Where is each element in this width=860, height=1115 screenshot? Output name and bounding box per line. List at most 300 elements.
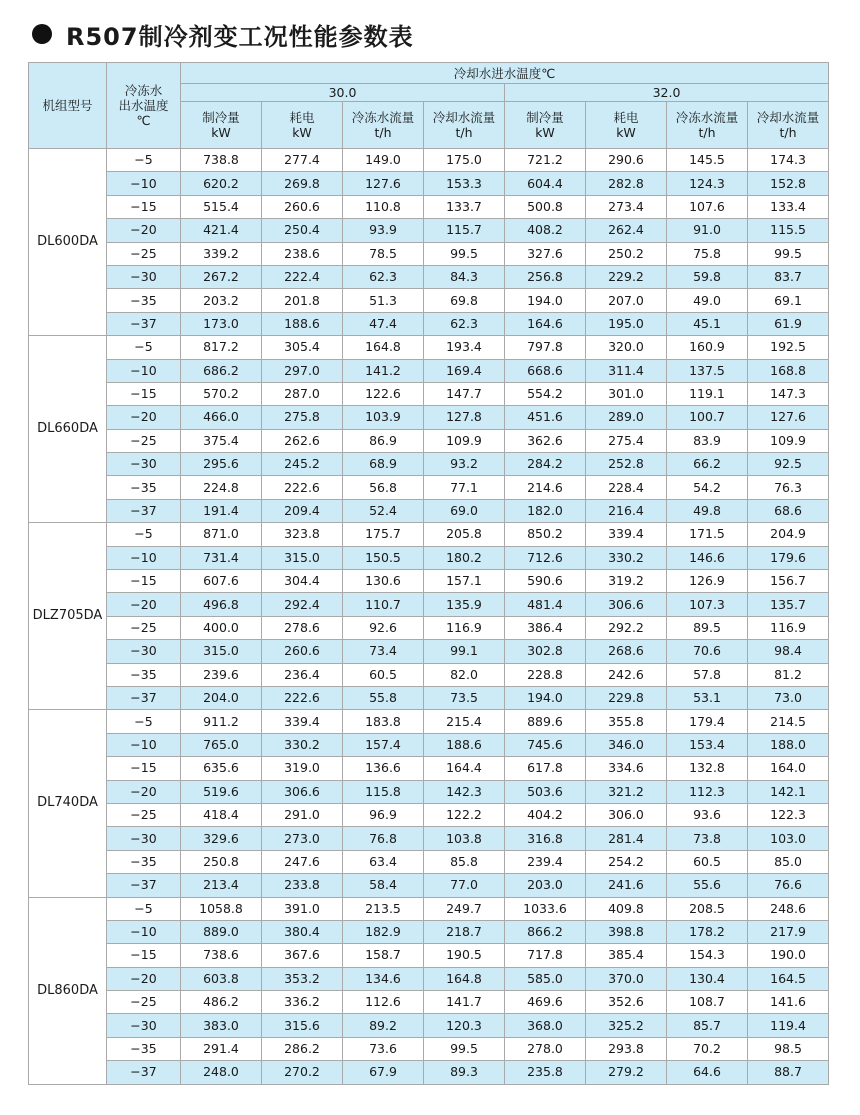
cooling-water-flow-cell: 81.2 (748, 663, 829, 686)
cooling-water-flow-cell: 164.5 (748, 967, 829, 990)
chilled-water-flow-cell: 134.6 (343, 967, 424, 990)
cooling-capacity-cell: 383.0 (181, 1014, 262, 1037)
chilled-water-flow-cell: 93.6 (667, 803, 748, 826)
table-row (29, 803, 829, 826)
cooling-capacity-cell: 590.6 (505, 570, 586, 593)
cooling-water-flow-cell: 69.0 (424, 499, 505, 522)
cooling-capacity-cell: 607.6 (181, 570, 262, 593)
chilled-water-flow-cell: 112.3 (667, 780, 748, 803)
evap-temp-cell: −25 (107, 991, 181, 1014)
evap-temp-cell: −15 (107, 570, 181, 593)
power-cell: 304.4 (262, 570, 343, 593)
power-cell: 367.6 (262, 944, 343, 967)
power-cell: 233.8 (262, 874, 343, 897)
power-cell: 297.0 (262, 359, 343, 382)
chilled-water-flow-cell: 182.9 (343, 920, 424, 943)
power-cell: 268.6 (586, 640, 667, 663)
chilled-water-flow-cell: 63.4 (343, 850, 424, 873)
evap-temp-cell: −5 (107, 523, 181, 546)
power-cell: 355.8 (586, 710, 667, 733)
cooling-water-flow-cell: 77.0 (424, 874, 505, 897)
cooling-water-flow-cell: 122.3 (748, 803, 829, 826)
power-cell: 216.4 (586, 499, 667, 522)
power-cell: 222.6 (262, 476, 343, 499)
cooling-capacity-cell: 635.6 (181, 757, 262, 780)
column-name: 制冷量 (526, 110, 564, 125)
cooling-capacity-cell: 295.6 (181, 453, 262, 476)
table-body (29, 149, 829, 1085)
cooling-water-flow-cell: 120.3 (424, 1014, 505, 1037)
cooling-water-flow-cell: 157.1 (424, 570, 505, 593)
cooling-capacity-cell: 503.6 (505, 780, 586, 803)
table-row (29, 1061, 829, 1084)
chilled-water-flow-cell: 164.8 (343, 336, 424, 359)
cooling-capacity-cell: 400.0 (181, 616, 262, 639)
evap-temp-header-line: 出水温度 (118, 98, 169, 113)
power-cell: 222.6 (262, 686, 343, 709)
cooling-water-flow-cell: 103.8 (424, 827, 505, 850)
cooling-water-flow-header (424, 102, 505, 149)
cooling-water-flow-cell: 133.4 (748, 195, 829, 218)
chilled-water-flow-cell: 171.5 (667, 523, 748, 546)
cooling-capacity-cell: 214.6 (505, 476, 586, 499)
model-cell: DL600DA (29, 149, 107, 336)
cooling-water-flow-cell: 109.9 (424, 429, 505, 452)
evap-temp-cell: −15 (107, 757, 181, 780)
cooling-water-flow-cell: 141.7 (424, 991, 505, 1014)
cooling-water-flow-cell: 85.8 (424, 850, 505, 873)
cooling-water-flow-cell: 142.3 (424, 780, 505, 803)
cooling-capacity-cell: 408.2 (505, 219, 586, 242)
cooling-water-flow-cell: 115.7 (424, 219, 505, 242)
cooling-capacity-cell: 686.2 (181, 359, 262, 382)
table-row (29, 172, 829, 195)
power-cell: 339.4 (262, 710, 343, 733)
model-header: 机组型号 (29, 63, 107, 149)
power-cell: 188.6 (262, 312, 343, 335)
cooling-water-flow-cell: 164.8 (424, 967, 505, 990)
chilled-water-flow-cell: 154.3 (667, 944, 748, 967)
chilled-water-flow-cell: 100.7 (667, 406, 748, 429)
chilled-water-flow-cell: 107.3 (667, 593, 748, 616)
table-row (29, 733, 829, 756)
cooling-capacity-cell: 712.6 (505, 546, 586, 569)
cooling-capacity-cell: 500.8 (505, 195, 586, 218)
evap-temp-header (107, 63, 181, 149)
column-unit: kW (211, 125, 231, 140)
cooling-capacity-cell: 817.2 (181, 336, 262, 359)
bullet-icon (32, 24, 52, 44)
power-cell: 334.6 (586, 757, 667, 780)
chilled-water-flow-cell: 127.6 (343, 172, 424, 195)
evap-temp-header-line: 冷冻水 (124, 83, 163, 98)
chilled-water-flow-cell: 183.8 (343, 710, 424, 733)
power-cell: 301.0 (586, 382, 667, 405)
power-cell: 247.6 (262, 850, 343, 873)
evap-temp-cell: −15 (107, 195, 181, 218)
cooling-capacity-cell: 738.8 (181, 149, 262, 172)
chilled-water-flow-header (667, 102, 748, 149)
chilled-water-flow-cell: 51.3 (343, 289, 424, 312)
evap-temp-cell: −20 (107, 780, 181, 803)
cooling-water-flow-cell: 153.3 (424, 172, 505, 195)
evap-temp-cell: −35 (107, 476, 181, 499)
power-cell: 339.4 (586, 523, 667, 546)
power-cell: 250.4 (262, 219, 343, 242)
cooling-water-flow-cell: 127.8 (424, 406, 505, 429)
cooling-capacity-cell: 866.2 (505, 920, 586, 943)
cooling-capacity-cell: 731.4 (181, 546, 262, 569)
chilled-water-flow-cell: 213.5 (343, 897, 424, 920)
chilled-water-flow-cell: 73.8 (667, 827, 748, 850)
chilled-water-flow-cell: 158.7 (343, 944, 424, 967)
evap-temp-cell: −20 (107, 406, 181, 429)
power-cell: 315.0 (262, 546, 343, 569)
evap-temp-cell: −5 (107, 336, 181, 359)
table-row (29, 523, 829, 546)
evap-temp-cell: −35 (107, 289, 181, 312)
cooling-capacity-cell: 250.8 (181, 850, 262, 873)
chilled-water-flow-cell: 55.8 (343, 686, 424, 709)
evap-temp-cell: −37 (107, 874, 181, 897)
cooling-water-flow-cell: 205.8 (424, 523, 505, 546)
cooling-water-flow-cell: 180.2 (424, 546, 505, 569)
cooling-water-flow-cell: 98.4 (748, 640, 829, 663)
column-name: 冷却水流量 (432, 110, 496, 125)
cooling-capacity-cell: 191.4 (181, 499, 262, 522)
table-row (29, 593, 829, 616)
table-row (29, 640, 829, 663)
chilled-water-flow-header (343, 102, 424, 149)
table-row (29, 476, 829, 499)
chilled-water-flow-cell: 208.5 (667, 897, 748, 920)
power-cell: 228.4 (586, 476, 667, 499)
chilled-water-flow-cell: 179.4 (667, 710, 748, 733)
table-row (29, 757, 829, 780)
cooling-capacity-cell: 738.6 (181, 944, 262, 967)
chilled-water-flow-cell: 45.1 (667, 312, 748, 335)
cooling-capacity-header (181, 102, 262, 149)
column-unit: t/h (779, 125, 797, 140)
cooling-capacity-cell: 889.6 (505, 710, 586, 733)
evap-temp-cell: −10 (107, 733, 181, 756)
model-cell: DL860DA (29, 897, 107, 1084)
power-cell: 207.0 (586, 289, 667, 312)
column-name: 制冷量 (202, 110, 240, 125)
table-row (29, 382, 829, 405)
chilled-water-flow-cell: 62.3 (343, 265, 424, 288)
cooling-capacity-cell: 203.2 (181, 289, 262, 312)
cooling-water-flow-cell: 76.3 (748, 476, 829, 499)
chilled-water-flow-cell: 57.8 (667, 663, 748, 686)
cooling-water-flow-cell: 147.7 (424, 382, 505, 405)
cooling-water-flow-cell: 174.3 (748, 149, 829, 172)
chilled-water-flow-cell: 124.3 (667, 172, 748, 195)
power-cell: 306.0 (586, 803, 667, 826)
cooling-water-flow-cell: 142.1 (748, 780, 829, 803)
evap-temp-cell: −30 (107, 640, 181, 663)
power-cell: 252.8 (586, 453, 667, 476)
table-row (29, 1014, 829, 1037)
chilled-water-flow-cell: 119.1 (667, 382, 748, 405)
evap-temp-cell: −20 (107, 967, 181, 990)
chilled-water-flow-cell: 130.6 (343, 570, 424, 593)
table-row (29, 967, 829, 990)
power-header (262, 102, 343, 149)
evap-temp-cell: −15 (107, 944, 181, 967)
column-name: 耗电 (289, 110, 315, 125)
cooling-water-flow-cell: 99.1 (424, 640, 505, 663)
power-cell: 305.4 (262, 336, 343, 359)
power-cell: 287.0 (262, 382, 343, 405)
power-cell: 260.6 (262, 195, 343, 218)
cooling-water-flow-cell: 89.3 (424, 1061, 505, 1084)
chilled-water-flow-cell: 110.8 (343, 195, 424, 218)
cooling-water-flow-cell: 99.5 (748, 242, 829, 265)
cooling-capacity-cell: 194.0 (505, 289, 586, 312)
evap-temp-cell: −37 (107, 499, 181, 522)
cooling-water-flow-cell: 93.2 (424, 453, 505, 476)
power-cell: 306.6 (262, 780, 343, 803)
power-cell: 315.6 (262, 1014, 343, 1037)
cooling-capacity-cell: 204.0 (181, 686, 262, 709)
cooling-capacity-cell: 213.4 (181, 874, 262, 897)
chilled-water-flow-cell: 76.8 (343, 827, 424, 850)
table-row (29, 686, 829, 709)
cooling-water-flow-cell: 179.6 (748, 546, 829, 569)
cooling-water-header: 冷却水进水温度℃ (181, 63, 829, 84)
table-row (29, 429, 829, 452)
cooling-water-flow-cell: 135.9 (424, 593, 505, 616)
cooling-water-flow-cell: 215.4 (424, 710, 505, 733)
title-row (32, 14, 414, 54)
evap-temp-cell: −30 (107, 453, 181, 476)
cooling-capacity-cell: 239.6 (181, 663, 262, 686)
chilled-water-flow-cell: 49.0 (667, 289, 748, 312)
cooling-water-flow-cell: 109.9 (748, 429, 829, 452)
cooling-capacity-cell: 451.6 (505, 406, 586, 429)
cooling-capacity-cell: 1058.8 (181, 897, 262, 920)
cooling-capacity-cell: 486.2 (181, 991, 262, 1014)
table-row (29, 359, 829, 382)
cooling-capacity-cell: 717.8 (505, 944, 586, 967)
cooling-water-flow-cell: 190.5 (424, 944, 505, 967)
cooling-capacity-cell: 418.4 (181, 803, 262, 826)
chilled-water-flow-cell: 141.2 (343, 359, 424, 382)
table-row (29, 850, 829, 873)
cooling-capacity-cell: 911.2 (181, 710, 262, 733)
cooling-capacity-cell: 194.0 (505, 686, 586, 709)
table-header (29, 63, 829, 149)
power-cell: 201.8 (262, 289, 343, 312)
table-row (29, 897, 829, 920)
cooling-water-flow-cell: 92.5 (748, 453, 829, 476)
cooling-water-flow-cell: 164.4 (424, 757, 505, 780)
chilled-water-flow-cell: 160.9 (667, 336, 748, 359)
evap-temp-cell: −5 (107, 710, 181, 733)
cooling-water-flow-cell: 152.8 (748, 172, 829, 195)
cooling-water-flow-cell: 88.7 (748, 1061, 829, 1084)
chilled-water-flow-cell: 85.7 (667, 1014, 748, 1037)
chilled-water-flow-cell: 83.9 (667, 429, 748, 452)
cooling-capacity-cell: 315.0 (181, 640, 262, 663)
power-cell: 278.6 (262, 616, 343, 639)
cooling-water-flow-cell: 127.6 (748, 406, 829, 429)
cooling-capacity-cell: 164.6 (505, 312, 586, 335)
cooling-water-flow-cell: 68.6 (748, 499, 829, 522)
cooling-capacity-cell: 239.4 (505, 850, 586, 873)
evap-temp-cell: −10 (107, 172, 181, 195)
chilled-water-flow-cell: 86.9 (343, 429, 424, 452)
cooling-capacity-cell: 871.0 (181, 523, 262, 546)
chilled-water-flow-cell: 70.2 (667, 1037, 748, 1060)
table-row (29, 780, 829, 803)
cooling-water-flow-cell: 77.1 (424, 476, 505, 499)
chilled-water-flow-cell: 93.9 (343, 219, 424, 242)
chilled-water-flow-cell: 53.1 (667, 686, 748, 709)
power-cell: 319.0 (262, 757, 343, 780)
chilled-water-flow-cell: 68.9 (343, 453, 424, 476)
chilled-water-flow-cell: 108.7 (667, 991, 748, 1014)
cooling-water-flow-cell: 164.0 (748, 757, 829, 780)
performance-table (28, 62, 829, 1085)
cooling-capacity-cell: 889.0 (181, 920, 262, 943)
power-cell: 229.8 (586, 686, 667, 709)
cooling-water-flow-cell: 83.7 (748, 265, 829, 288)
cooling-capacity-cell: 203.0 (505, 874, 586, 897)
cooling-water-flow-cell: 76.6 (748, 874, 829, 897)
chilled-water-flow-cell: 67.9 (343, 1061, 424, 1084)
chilled-water-flow-cell: 96.9 (343, 803, 424, 826)
power-cell: 289.0 (586, 406, 667, 429)
cooling-water-flow-header (748, 102, 829, 149)
evap-temp-cell: −35 (107, 1037, 181, 1060)
power-cell: 370.0 (586, 967, 667, 990)
evap-temp-header-line: ℃ (136, 113, 151, 128)
column-unit: kW (535, 125, 555, 140)
evap-temp-cell: −37 (107, 312, 181, 335)
cooling-water-flow-cell: 98.5 (748, 1037, 829, 1060)
chilled-water-flow-cell: 89.5 (667, 616, 748, 639)
table-row (29, 546, 829, 569)
table-row (29, 149, 829, 172)
column-unit: kW (292, 125, 312, 140)
cooling-capacity-cell: 173.0 (181, 312, 262, 335)
cooling-capacity-cell: 519.6 (181, 780, 262, 803)
power-cell: 282.8 (586, 172, 667, 195)
column-name: 冷却水流量 (756, 110, 820, 125)
chilled-water-flow-cell: 178.2 (667, 920, 748, 943)
power-cell: 236.4 (262, 663, 343, 686)
cooling-water-flow-cell: 193.4 (424, 336, 505, 359)
power-cell: 250.2 (586, 242, 667, 265)
cooling-capacity-cell: 182.0 (505, 499, 586, 522)
evap-temp-cell: −10 (107, 920, 181, 943)
cooling-water-flow-cell: 85.0 (748, 850, 829, 873)
cooling-water-flow-cell: 214.5 (748, 710, 829, 733)
table-row (29, 406, 829, 429)
power-cell: 409.8 (586, 897, 667, 920)
power-cell: 279.2 (586, 1061, 667, 1084)
power-cell: 229.2 (586, 265, 667, 288)
cooling-capacity-cell: 267.2 (181, 265, 262, 288)
chilled-water-flow-cell: 92.6 (343, 616, 424, 639)
power-cell: 380.4 (262, 920, 343, 943)
cooling-capacity-cell: 228.8 (505, 663, 586, 686)
column-unit: t/h (455, 125, 473, 140)
power-cell: 290.6 (586, 149, 667, 172)
cooling-water-flow-cell: 249.7 (424, 897, 505, 920)
cooling-capacity-cell: 368.0 (505, 1014, 586, 1037)
table-row (29, 874, 829, 897)
power-cell: 260.6 (262, 640, 343, 663)
cooling-water-flow-cell: 218.7 (424, 920, 505, 943)
cooling-water-flow-cell: 135.7 (748, 593, 829, 616)
cooling-capacity-cell: 850.2 (505, 523, 586, 546)
table-row (29, 920, 829, 943)
cooling-water-flow-cell: 61.9 (748, 312, 829, 335)
power-cell: 346.0 (586, 733, 667, 756)
cooling-water-flow-cell: 122.2 (424, 803, 505, 826)
cooling-capacity-cell: 278.0 (505, 1037, 586, 1060)
power-cell: 262.6 (262, 429, 343, 452)
table-row (29, 616, 829, 639)
chilled-water-flow-cell: 56.8 (343, 476, 424, 499)
cooling-capacity-cell: 291.4 (181, 1037, 262, 1060)
chilled-water-flow-cell: 59.8 (667, 265, 748, 288)
cooling-capacity-cell: 339.2 (181, 242, 262, 265)
chilled-water-flow-cell: 126.9 (667, 570, 748, 593)
chilled-water-flow-cell: 78.5 (343, 242, 424, 265)
chilled-water-flow-cell: 49.8 (667, 499, 748, 522)
cooling-capacity-cell: 620.2 (181, 172, 262, 195)
column-name: 冷冻水流量 (675, 110, 739, 125)
chilled-water-flow-cell: 60.5 (667, 850, 748, 873)
cooling-water-flow-cell: 204.9 (748, 523, 829, 546)
table-row (29, 710, 829, 733)
power-cell: 269.8 (262, 172, 343, 195)
table-row (29, 336, 829, 359)
power-cell: 242.6 (586, 663, 667, 686)
cooling-capacity-cell: 721.2 (505, 149, 586, 172)
cooling-water-flow-cell: 73.0 (748, 686, 829, 709)
power-cell: 222.4 (262, 265, 343, 288)
cooling-capacity-cell: 375.4 (181, 429, 262, 452)
power-cell: 353.2 (262, 967, 343, 990)
column-name: 耗电 (613, 110, 639, 125)
chilled-water-flow-cell: 157.4 (343, 733, 424, 756)
table-row (29, 242, 829, 265)
cooling-capacity-cell: 603.8 (181, 967, 262, 990)
table-row (29, 499, 829, 522)
cooling-water-flow-cell: 119.4 (748, 1014, 829, 1037)
chilled-water-flow-cell: 60.5 (343, 663, 424, 686)
cooling-capacity-cell: 797.8 (505, 336, 586, 359)
cooling-capacity-cell: 362.6 (505, 429, 586, 452)
evap-temp-cell: −35 (107, 663, 181, 686)
cooling-capacity-cell: 329.6 (181, 827, 262, 850)
chilled-water-flow-cell: 89.2 (343, 1014, 424, 1037)
chilled-water-flow-cell: 54.2 (667, 476, 748, 499)
cooling-water-flow-cell: 190.0 (748, 944, 829, 967)
chilled-water-flow-cell: 115.8 (343, 780, 424, 803)
chilled-water-flow-cell: 73.4 (343, 640, 424, 663)
chilled-water-flow-cell: 136.6 (343, 757, 424, 780)
evap-temp-cell: −20 (107, 593, 181, 616)
power-cell: 385.4 (586, 944, 667, 967)
column-unit: kW (616, 125, 636, 140)
power-cell: 323.8 (262, 523, 343, 546)
